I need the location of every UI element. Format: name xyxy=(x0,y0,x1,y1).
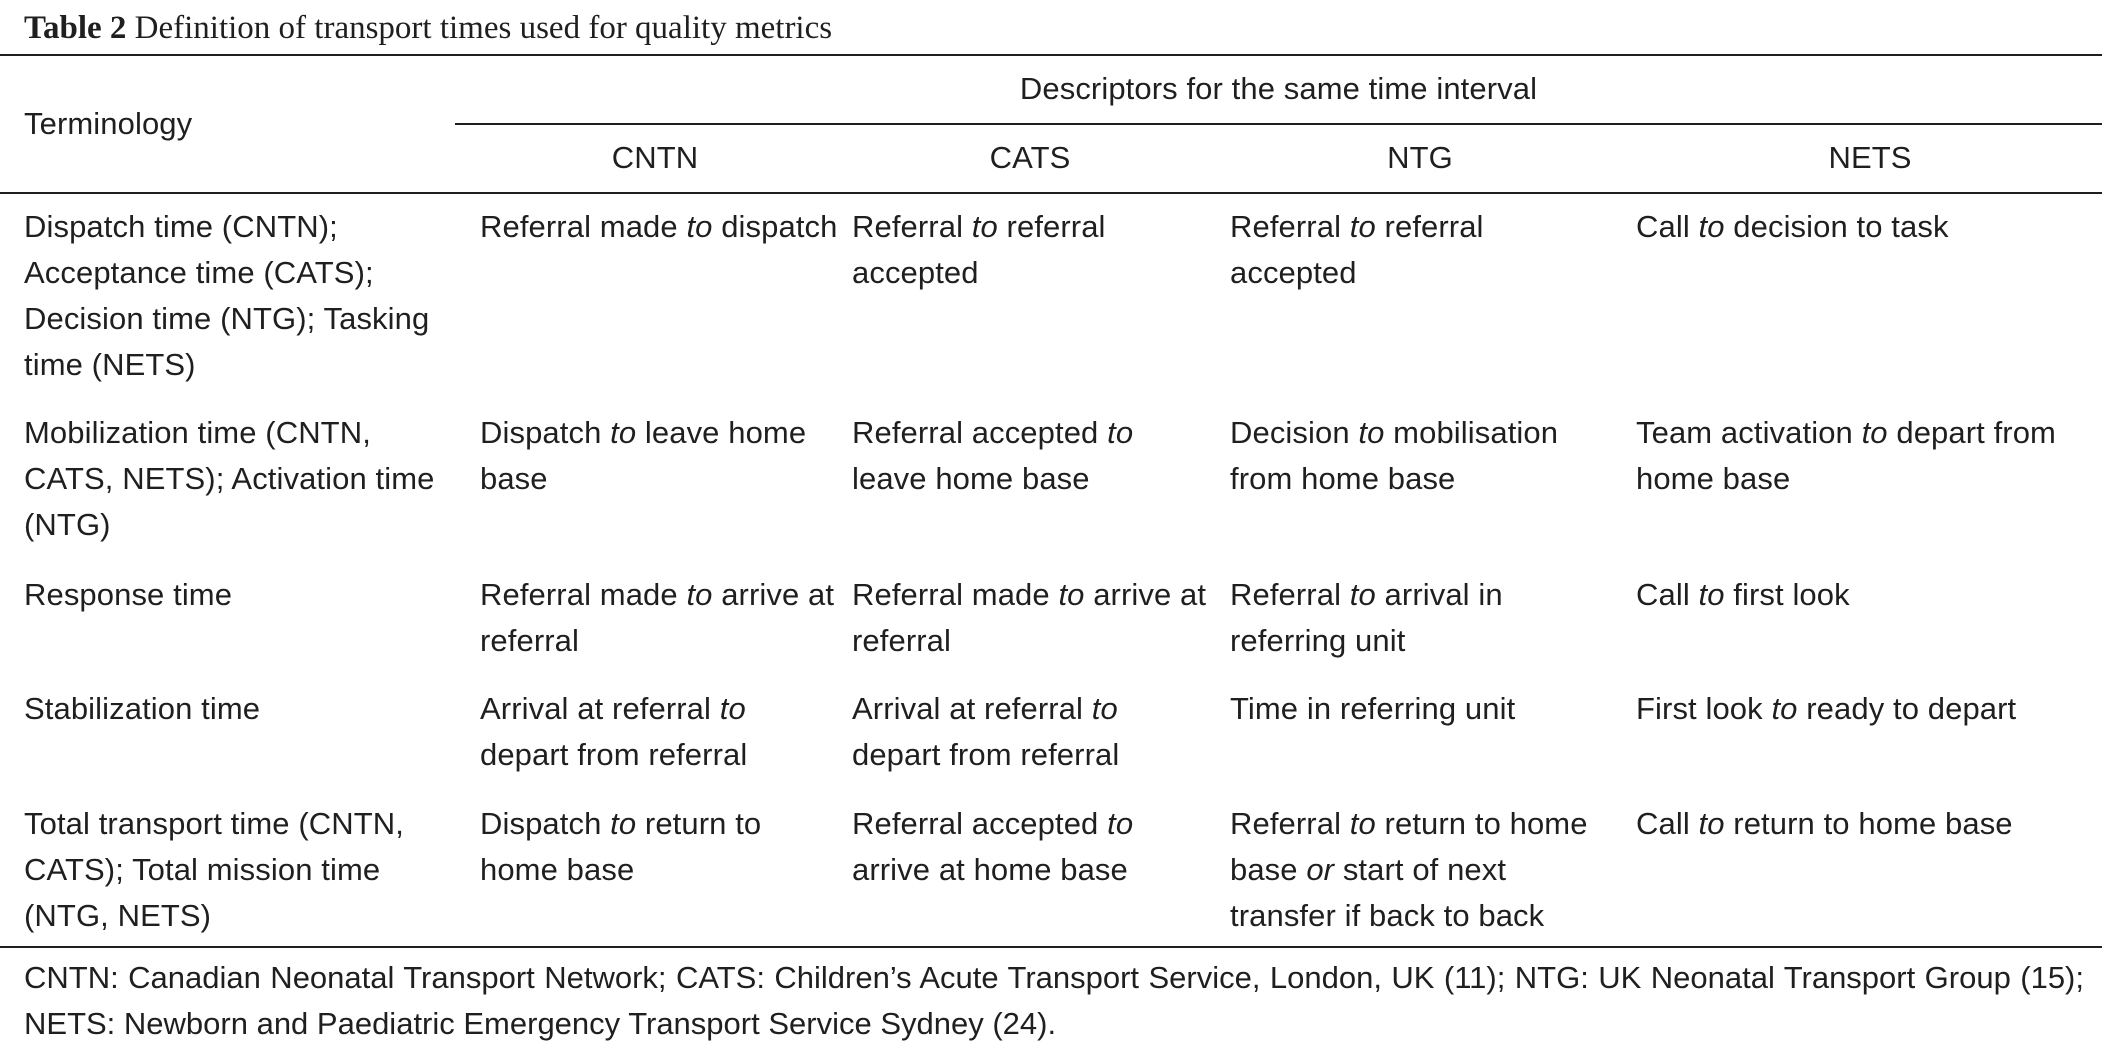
header-rule xyxy=(0,192,2102,194)
top-rule xyxy=(0,54,2102,56)
terminology-header: Terminology xyxy=(24,106,193,141)
row-cell-cats: Referral accepted to leave home base xyxy=(852,415,1134,496)
row-cell-ntg: Time in referring unit xyxy=(1230,691,1516,726)
row-cell-cntn: Referral made to dispatch xyxy=(480,209,838,244)
row-term: Response time xyxy=(24,577,233,612)
bottom-rule xyxy=(0,946,2102,948)
row-cell-ntg: Decision to mobilisation from home base xyxy=(1230,415,1559,496)
col-header-nets: NETS xyxy=(1828,140,1912,175)
row-term: Dispatch time (CNTN); Acceptance time (CATS); Decision time (NTG); Tasking time (NETS) xyxy=(24,209,430,382)
caption-text: Definition of transport times used for quality metrics xyxy=(126,10,833,46)
col-header-ntg: NTG xyxy=(1387,140,1453,175)
col-header-cats: CATS xyxy=(989,140,1071,175)
row-cell-ntg: Referral to arrival in referring unit xyxy=(1230,577,1503,658)
row-cell-nets: Team activation to depart from home base xyxy=(1636,415,2056,496)
row-cell-cats: Referral to referral accepted xyxy=(852,209,1106,290)
row-cell-nets: Call to first look xyxy=(1636,577,1850,612)
row-cell-ntg: Referral to return to home base or start of next transfer if back to back xyxy=(1230,806,1588,933)
row-term: Mobilization time (CNTN, CATS, NETS); Activation time (NTG) xyxy=(24,415,435,542)
group-header: Descriptors for the same time interval xyxy=(1019,71,1538,106)
row-term: Stabilization time xyxy=(24,691,261,726)
group-rule xyxy=(455,123,2102,125)
row-cell-nets: Call to decision to task xyxy=(1636,209,1949,244)
row-cell-cntn: Referral made to arrive at referral xyxy=(480,577,835,658)
row-cell-ntg: Referral to referral accepted xyxy=(1230,209,1484,290)
row-cell-nets: Call to return to home base xyxy=(1636,806,2013,841)
row-term: Total transport time (CNTN, CATS); Total mission time (NTG, NETS) xyxy=(24,806,404,933)
row-cell-cntn: Dispatch to return to home base xyxy=(480,806,762,887)
row-cell-cats: Referral made to arrive at referral xyxy=(852,577,1207,658)
caption-label: Table 2 xyxy=(24,10,127,46)
row-cell-nets: First look to ready to depart xyxy=(1636,691,2017,726)
col-header-cntn: CNTN xyxy=(611,140,699,175)
row-cell-cntn: Dispatch to leave home base xyxy=(480,415,807,496)
row-cell-cats: Arrival at referral to depart from referral xyxy=(852,691,1120,772)
row-cell-cntn: Arrival at referral to depart from referral xyxy=(480,691,748,772)
table-footnote: CNTN: Canadian Neonatal Transport Network; CATS: Children’s Acute Transport Service, London, UK (11); NTG: UK Neonatal Transport Group (15); NETS: Newborn and Paediatric Emergency Transport Service Sydney (24). xyxy=(24,960,2084,1041)
row-cell-cats: Referral accepted to arrive at home base xyxy=(852,806,1134,887)
table-caption xyxy=(24,8,832,48)
